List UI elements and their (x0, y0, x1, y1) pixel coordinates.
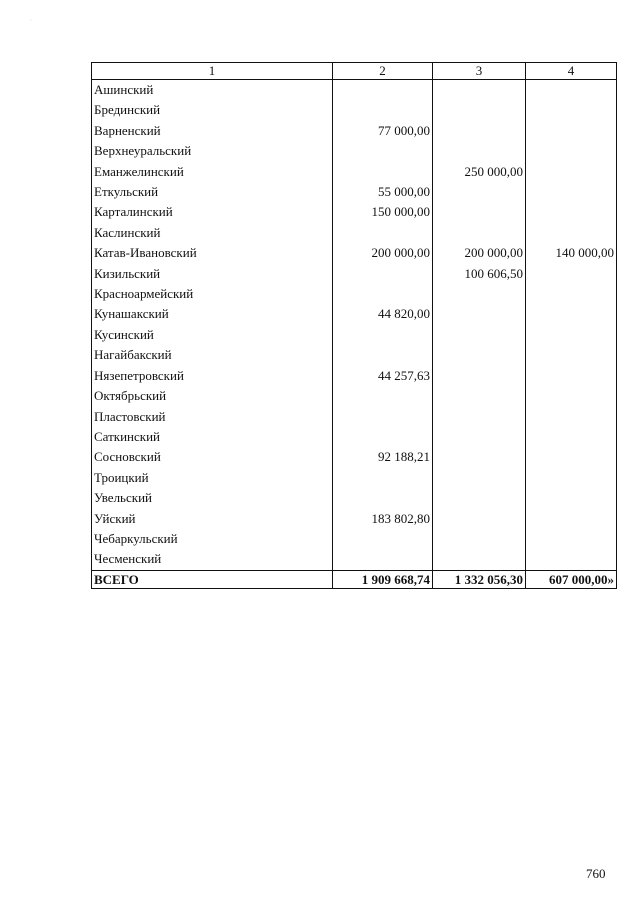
table-row (92, 264, 617, 284)
district-name: Кусинский (92, 325, 333, 345)
scan-mark: ` (30, 20, 32, 26)
value-col-2 (333, 223, 433, 243)
district-name: Красноармейский (92, 284, 333, 304)
table-row (92, 202, 617, 222)
district-name: Варненский (92, 121, 333, 141)
value-col-2: 77 000,00 (333, 121, 433, 141)
value-col-3 (433, 488, 526, 508)
value-col-4 (526, 141, 617, 161)
table-row (92, 488, 617, 508)
value-col-4 (526, 549, 617, 570)
value-col-4 (526, 529, 617, 549)
table-row (92, 447, 617, 467)
district-name: Карталинский (92, 202, 333, 222)
value-col-2 (333, 488, 433, 508)
table-row (92, 345, 617, 365)
value-col-4 (526, 427, 617, 447)
value-col-3: 200 000,00 (433, 243, 526, 263)
value-col-2 (333, 427, 433, 447)
header-col-3: 3 (433, 63, 526, 80)
value-col-4 (526, 325, 617, 345)
value-col-4 (526, 162, 617, 182)
district-name: Кизильский (92, 264, 333, 284)
district-name: Еманжелинский (92, 162, 333, 182)
district-name: Каслинский (92, 223, 333, 243)
table-row (92, 509, 617, 529)
district-name: Нязепетровский (92, 366, 333, 386)
value-col-3 (433, 121, 526, 141)
value-col-2 (333, 80, 433, 101)
value-col-3 (433, 427, 526, 447)
value-col-3 (433, 284, 526, 304)
value-col-2 (333, 100, 433, 120)
table-row (92, 427, 617, 447)
value-col-2: 200 000,00 (333, 243, 433, 263)
value-col-3 (433, 468, 526, 488)
table-row (92, 141, 617, 161)
value-col-2 (333, 162, 433, 182)
value-col-4 (526, 447, 617, 467)
value-col-3 (433, 366, 526, 386)
table-row (92, 121, 617, 141)
value-col-2 (333, 141, 433, 161)
value-col-3 (433, 304, 526, 324)
value-col-4 (526, 488, 617, 508)
table-row (92, 100, 617, 120)
value-col-3 (433, 100, 526, 120)
value-col-4 (526, 121, 617, 141)
value-col-2 (333, 407, 433, 427)
value-col-4 (526, 284, 617, 304)
value-col-3 (433, 447, 526, 467)
value-col-4 (526, 202, 617, 222)
value-col-4 (526, 264, 617, 284)
value-col-4 (526, 223, 617, 243)
table-row (92, 407, 617, 427)
table-row (92, 223, 617, 243)
total-col-2: 1 909 668,74 (333, 570, 433, 588)
district-name: Уйский (92, 509, 333, 529)
value-col-3 (433, 202, 526, 222)
district-name: Троицкий (92, 468, 333, 488)
value-col-2: 150 000,00 (333, 202, 433, 222)
total-col-3: 1 332 056,30 (433, 570, 526, 588)
district-name: Верхнеуральский (92, 141, 333, 161)
value-col-3 (433, 223, 526, 243)
district-name: Ашинский (92, 80, 333, 101)
header-row (92, 63, 617, 80)
district-name: Чесменский (92, 549, 333, 570)
table-row (92, 243, 617, 263)
value-col-3 (433, 386, 526, 406)
value-col-2 (333, 468, 433, 488)
district-name: Октябрьский (92, 386, 333, 406)
total-col-4: 607 000,00» (526, 570, 617, 588)
value-col-2 (333, 264, 433, 284)
value-col-2: 183 802,80 (333, 509, 433, 529)
value-col-2 (333, 529, 433, 549)
value-col-4 (526, 509, 617, 529)
value-col-4: 140 000,00 (526, 243, 617, 263)
value-col-4 (526, 345, 617, 365)
table-row (92, 284, 617, 304)
header-col-2: 2 (333, 63, 433, 80)
district-name: Кунашакский (92, 304, 333, 324)
district-name: Чебаркульский (92, 529, 333, 549)
value-col-4 (526, 80, 617, 101)
value-col-4 (526, 468, 617, 488)
value-col-3 (433, 407, 526, 427)
district-name: Саткинский (92, 427, 333, 447)
header-col-1: 1 (92, 63, 333, 80)
value-col-3 (433, 345, 526, 365)
value-col-4 (526, 407, 617, 427)
table-row (92, 366, 617, 386)
page-number: 760 (586, 866, 606, 881)
value-col-3 (433, 80, 526, 101)
value-col-4 (526, 100, 617, 120)
header-col-4: 4 (526, 63, 617, 80)
district-name: Катав-Ивановский (92, 243, 333, 263)
value-col-2: 55 000,00 (333, 182, 433, 202)
value-col-2 (333, 345, 433, 365)
value-col-3 (433, 549, 526, 570)
district-name: Нагайбакский (92, 345, 333, 365)
value-col-3 (433, 509, 526, 529)
table-row (92, 162, 617, 182)
value-col-2: 44 820,00 (333, 304, 433, 324)
value-col-4 (526, 182, 617, 202)
table-row (92, 529, 617, 549)
table-row (92, 386, 617, 406)
district-name: Увельский (92, 488, 333, 508)
table-row (92, 549, 617, 570)
budget-table (91, 62, 617, 589)
district-name: Еткульский (92, 182, 333, 202)
table-body (92, 80, 617, 571)
value-col-3: 250 000,00 (433, 162, 526, 182)
value-col-3 (433, 182, 526, 202)
table-row (92, 182, 617, 202)
value-col-3 (433, 325, 526, 345)
district-name: Сосновский (92, 447, 333, 467)
value-col-3 (433, 529, 526, 549)
value-col-3 (433, 141, 526, 161)
district-name: Брединский (92, 100, 333, 120)
value-col-2 (333, 549, 433, 570)
value-col-2 (333, 386, 433, 406)
table-row (92, 468, 617, 488)
value-col-4 (526, 366, 617, 386)
value-col-2 (333, 325, 433, 345)
table-row (92, 80, 617, 101)
value-col-2 (333, 284, 433, 304)
value-col-4 (526, 386, 617, 406)
value-col-3: 100 606,50 (433, 264, 526, 284)
total-row (92, 570, 617, 588)
value-col-4 (526, 304, 617, 324)
value-col-2: 92 188,21 (333, 447, 433, 467)
value-col-2: 44 257,63 (333, 366, 433, 386)
district-name: Пластовский (92, 407, 333, 427)
total-label: ВСЕГО (92, 570, 333, 588)
table-row (92, 304, 617, 324)
table-row (92, 325, 617, 345)
